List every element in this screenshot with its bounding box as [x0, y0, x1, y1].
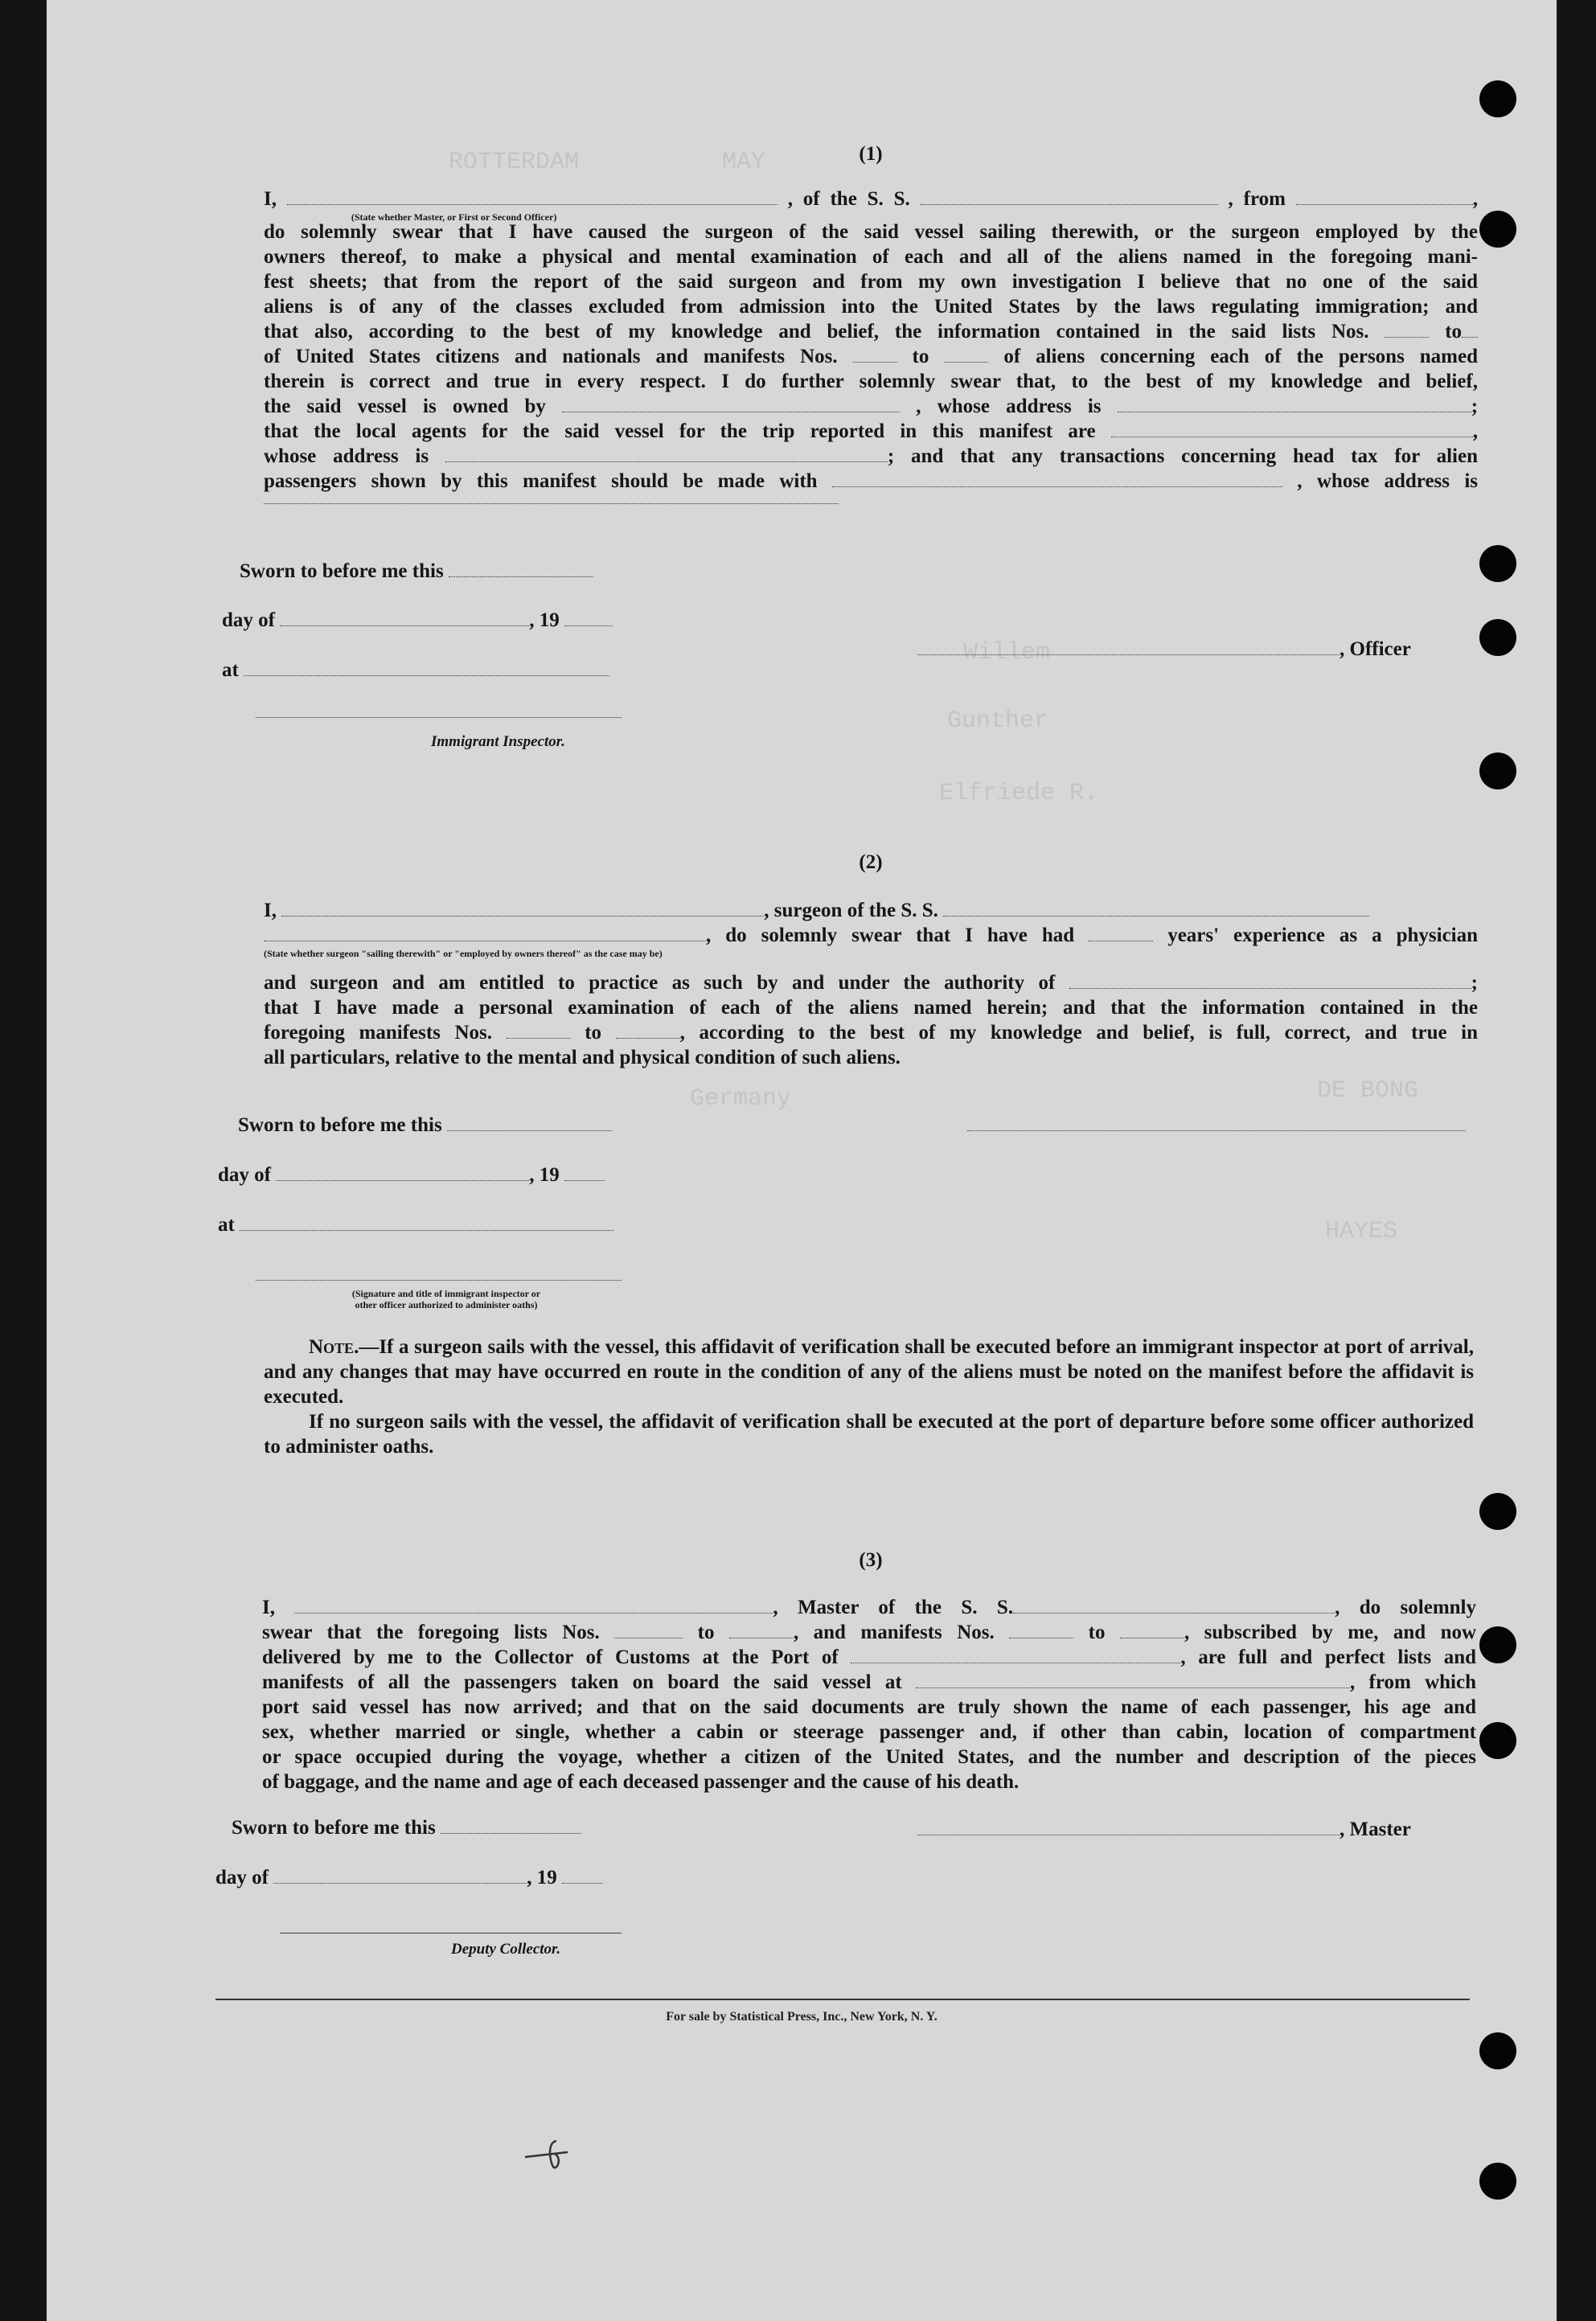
section-1-line: do solemnly swear that I have caused the surgeon of the said vessel sailing therewith, or the surgeon employed by the [264, 221, 1478, 243]
section-3-line [262, 1645, 1476, 1670]
section-1-line [264, 469, 1478, 494]
section-1-line: therein is correct and true in every respect. I do further solemnly swear that, to the best of my knowledge and belief, [264, 371, 1478, 392]
section-3-line [262, 1595, 1476, 1620]
section-2-number-row [264, 851, 1478, 876]
sworn-date-field[interactable] [441, 1819, 581, 1835]
lists-from-field[interactable] [614, 1624, 683, 1639]
year-label: , 19 [527, 1867, 557, 1888]
printer-imprint: For sale by Statistical Press, Inc., New York, N. Y. [666, 2010, 937, 2024]
section-2-line [264, 970, 1478, 995]
text-fragment: to [585, 1022, 602, 1044]
text-fragment: to [1445, 321, 1463, 342]
section-1-line: fest sheets; that from the report of the said surgeon and from my own investigation I believe that no one of the said [264, 271, 1478, 293]
at-place-field[interactable] [244, 662, 609, 677]
note-block [264, 1335, 1474, 1459]
section-3-line: port said vessel has now arrived; and that on the said documents are truly shown the name of each passenger, his age and [262, 1696, 1476, 1718]
year-field[interactable] [564, 612, 613, 627]
s1-sworn-row [240, 560, 593, 583]
sworn-label: Sworn to before me this [240, 560, 444, 582]
master-vessel-field[interactable] [1013, 1599, 1335, 1614]
text-fragment: , surgeon of the S. S. [764, 900, 938, 921]
day-of-field[interactable] [276, 1167, 529, 1182]
punch-hole [1479, 2163, 1516, 2200]
text-fragment: of aliens concerning each of the persons named [1003, 346, 1479, 367]
year-field[interactable] [564, 1167, 605, 1182]
port-of-customs-field[interactable] [851, 1649, 1180, 1664]
section-1-number: (1) [859, 143, 883, 165]
punch-hole [1479, 211, 1516, 248]
text-fragment: I, [264, 900, 277, 921]
text-fragment: to [697, 1622, 715, 1643]
section-1-number-row [264, 143, 1478, 167]
section-2-line: all particulars, relative to the mental and physical condition of such aliens. [264, 1047, 901, 1068]
text-fragment: , [1472, 188, 1479, 210]
text-fragment: to [1088, 1622, 1106, 1643]
immigrant-inspector-label: Immigrant Inspector. [431, 733, 565, 750]
text-fragment: , do solemnly swear that I have had [706, 925, 1075, 946]
text-fragment: swear that the foregoing lists Nos. [262, 1622, 600, 1643]
bleed-through-text: Willem [963, 639, 1051, 666]
field-hint: (State whether surgeon "sailing therewith" or "employed by owners thereof" as the case may be) [264, 947, 663, 959]
port-from-field[interactable] [1296, 191, 1473, 206]
section-2-line [264, 1020, 1478, 1045]
lists-from-field[interactable] [1385, 323, 1429, 338]
punch-hole [1479, 1493, 1516, 1530]
manifests-from-field[interactable] [1009, 1624, 1073, 1639]
section-3-number-row [264, 1549, 1478, 1573]
surgeon-signature-field[interactable] [967, 1117, 1466, 1132]
section-2-body [264, 898, 1478, 1070]
inspector-signature-field[interactable] [256, 703, 622, 719]
punch-hole [1479, 752, 1516, 789]
text-fragment: that the local agents for the said vessel for the trip reported in this manifest are [264, 420, 1096, 442]
s2-day-row [218, 1164, 605, 1187]
punch-hole [1479, 80, 1516, 117]
text-fragment: , [1472, 420, 1479, 442]
section-3-line: sex, whether married or single, whether a cabin or steerage passenger and, if other than cabin, location of compartment [262, 1721, 1476, 1743]
manifests-to-field[interactable] [1120, 1624, 1184, 1639]
manifests-from-field[interactable] [853, 348, 897, 363]
s2-signature-row [256, 1264, 622, 1286]
s1-day-row [222, 609, 613, 632]
punch-hole [1479, 619, 1516, 656]
section-3-line [262, 1670, 1476, 1695]
agents-address-field[interactable] [445, 448, 888, 463]
section-2-number: (2) [859, 851, 883, 873]
text-fragment: I, [264, 188, 277, 210]
surgeon-vessel-field[interactable] [943, 902, 1369, 917]
s2-at-row [218, 1214, 613, 1236]
s2-sworn-row [238, 1114, 612, 1137]
manifests-to-field[interactable] [616, 1024, 680, 1040]
text-fragment: , do solemnly [1335, 1597, 1477, 1618]
day-of-label: day of [218, 1164, 271, 1186]
section-3-number: (3) [859, 1549, 883, 1571]
section-1-line [264, 344, 1478, 369]
officer-name-field[interactable] [287, 191, 777, 223]
officer-label: , Officer [1340, 638, 1411, 660]
s1-at-row [222, 659, 609, 682]
text-fragment: foregoing manifests Nos. [264, 1022, 492, 1044]
bleed-through-text: ROTTERDAM [449, 149, 580, 176]
at-place-field[interactable] [240, 1216, 613, 1232]
day-of-label: day of [222, 609, 275, 631]
text-fragment: passengers shown by this manifest should be made with [264, 470, 818, 492]
day-of-field[interactable] [273, 1869, 527, 1884]
bleed-through-text: DE BONG [1317, 1077, 1419, 1105]
at-label: at [218, 1214, 235, 1236]
text-fragment: ; [1471, 396, 1479, 417]
master-name-field[interactable] [294, 1599, 773, 1614]
bleed-through-text: HAYES [1325, 1218, 1398, 1245]
caption-line: (Signature and title of immigrant inspector or [351, 1288, 541, 1299]
text-fragment: , according to the best of my knowledge and belief, is full, correct, and true in [679, 1022, 1479, 1044]
bleed-through-text: Germany [690, 1085, 792, 1113]
vessel-name-field[interactable] [921, 191, 1218, 206]
at-label: at [222, 659, 239, 681]
year-field[interactable] [562, 1869, 602, 1884]
deputy-collector-label: Deputy Collector. [451, 1941, 561, 1958]
section-1-line [264, 419, 1478, 444]
text-fragment: , of the S. S. [787, 188, 910, 210]
section-2-line: that I have made a personal examination of each of the aliens named herein; and that the information contained in the [264, 997, 1478, 1019]
text-fragment: I, [262, 1597, 275, 1618]
form-sheet [47, 0, 1557, 2321]
section-3-line [262, 1620, 1476, 1645]
text-fragment: , from [1228, 188, 1286, 210]
text-fragment: the said vessel is owned by [264, 396, 546, 417]
s2-surgeon-signature-row [967, 1114, 1466, 1137]
sworn-date-field[interactable] [447, 1117, 612, 1132]
footer-rule [215, 1999, 1470, 2000]
section-3-line: of baggage, and the name and age of each deceased passenger and the cause of his death. [262, 1771, 1020, 1793]
text-fragment: , Master of the S. S. [773, 1597, 1014, 1618]
note-label: Note. [309, 1336, 359, 1358]
text-fragment: manifests of all the passengers taken on board the said vessel at [262, 1671, 902, 1693]
section-2-line [264, 898, 1478, 923]
sworn-label: Sworn to before me this [232, 1817, 436, 1839]
text-fragment: , from which [1349, 1671, 1477, 1693]
text-fragment: years' experience as a physician [1167, 925, 1479, 946]
punch-hole [1479, 1626, 1516, 1663]
section-1-line [264, 394, 1478, 419]
years-experience-field[interactable] [1089, 927, 1153, 942]
text-fragment: whose address is [264, 445, 429, 467]
port-boarded-field[interactable] [916, 1674, 1350, 1689]
text-fragment: and surgeon and am entitled to practice as such by and under the authority of [264, 972, 1056, 994]
master-label: , Master [1340, 1819, 1411, 1840]
signature-caption [257, 1288, 635, 1310]
local-agents-field[interactable] [1111, 423, 1473, 438]
lists-to-field[interactable] [1462, 323, 1478, 338]
manifests-to-field[interactable] [944, 348, 988, 363]
s3-day-row [215, 1867, 602, 1889]
punch-hole [1479, 1722, 1516, 1759]
text-fragment: ; and that any transactions concerning head tax for alien [887, 445, 1478, 467]
punch-hole [1479, 545, 1516, 582]
section-1-line [264, 319, 1478, 344]
text-fragment: delivered by me to the Collector of Customs at the Port of [262, 1646, 839, 1668]
sworn-label: Sworn to before me this [238, 1114, 442, 1136]
section-3-body [262, 1595, 1476, 1794]
caption-line: other officer authorized to administer oaths) [355, 1299, 538, 1310]
s1-officer-row [917, 638, 1411, 661]
pencil-mark-icon [521, 2134, 593, 2175]
text-fragment: , are full and perfect lists and [1180, 1646, 1477, 1668]
manifests-from-field[interactable] [507, 1024, 571, 1040]
bleed-through-text: Elfriede R. [939, 780, 1099, 807]
note-paragraph [264, 1335, 1474, 1409]
text-fragment: to [912, 346, 929, 367]
year-label: , 19 [529, 609, 560, 631]
s3-master-row [917, 1819, 1411, 1841]
bleed-through-text: Gunther [947, 707, 1049, 735]
authority-field[interactable] [1069, 974, 1471, 990]
section-1-line: aliens is of any of the classes excluded from admission into the United States by the laws regulating immigration; and [264, 296, 1478, 318]
surgeon-status-field[interactable] [264, 927, 706, 959]
section-1-line: owners thereof, to make a physical and mental examination of each and all of the aliens named in the foregoing mani- [264, 246, 1478, 268]
s3-sworn-row [232, 1817, 581, 1839]
field-hint: (State whether Master, or First or Second Officer) [351, 211, 557, 223]
punch-hole [1479, 2032, 1516, 2069]
text-fragment: ; [1471, 972, 1478, 994]
text-fragment: of United States citizens and nationals and manifests Nos. [264, 346, 838, 367]
owner-address-field[interactable] [1118, 398, 1471, 413]
text-fragment: , and manifests Nos. [793, 1622, 995, 1643]
owner-field[interactable] [562, 398, 900, 413]
day-of-field[interactable] [280, 612, 529, 627]
text-fragment: , whose address is [1297, 470, 1479, 492]
section-1-body [264, 187, 1478, 513]
s1-signature-row [256, 701, 622, 724]
section-1-line [264, 187, 1479, 223]
surgeon-name-field[interactable] [281, 902, 764, 917]
section-1-line [264, 444, 1478, 469]
bleed-through-text: MAY [722, 149, 766, 176]
lists-to-field[interactable] [729, 1624, 794, 1639]
section-2-line [264, 923, 1479, 959]
day-of-label: day of [215, 1867, 269, 1888]
text-fragment: , whose address is [916, 396, 1102, 417]
text-fragment: that also, according to the best of my knowledge and belief, the information contained in the said lists Nos. [264, 321, 1369, 342]
text-fragment: , subscribed by me, and now [1184, 1622, 1477, 1643]
inspector-signature-field[interactable] [256, 1266, 622, 1281]
head-tax-party-field[interactable] [832, 473, 1282, 488]
head-tax-address-field[interactable] [264, 494, 839, 504]
sworn-date-field[interactable] [449, 563, 593, 578]
note-text: —If a surgeon sails with the vessel, this affidavit of verification shall be executed before an immigrant inspector at port of arrival, and any changes that may have occurred en route in the condition of any of the aliens must be noted on the manifest before the affidavit is executed. [264, 1336, 1474, 1408]
note-paragraph: If no surgeon sails with the vessel, the affidavit of verification shall be executed at the port of departure before some officer authorized to administer oaths. [264, 1411, 1474, 1458]
year-label: , 19 [529, 1164, 560, 1186]
officer-signature-field[interactable] [917, 641, 1340, 656]
section-3-line: or space occupied during the voyage, whether a citizen of the United States, and the number and description of the pieces [262, 1746, 1476, 1768]
master-signature-field[interactable] [917, 1821, 1340, 1836]
